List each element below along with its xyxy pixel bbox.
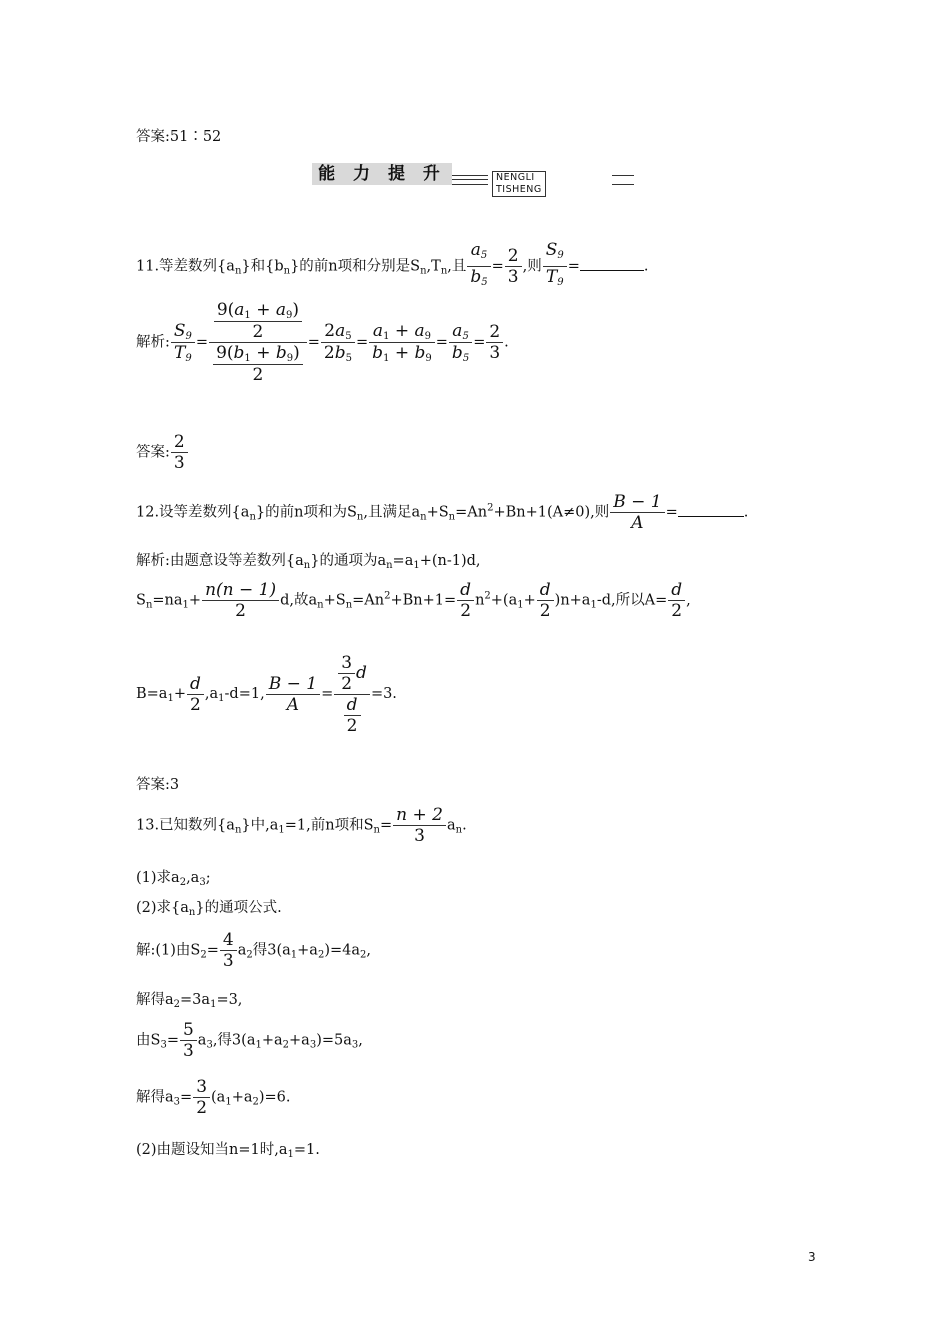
answer-11: 答案: $\frac{2}{3}$ [136,432,189,473]
answer-blank[interactable] [580,256,644,271]
question-13-part-2: (2)求$\{a_n\}$的通项公式. [136,900,282,918]
banner-rule-right [612,175,634,185]
question-11: 11.等差数列$\{a_n\}$和$\{b_n\}$的前n项和分别是$S_n,T_n$,且 $\frac{a_5}{b_5}$ = $\frac{2}{3}$ ,则 $\frac{S_9}{T_9}$ = . [136,240,649,293]
fraction-b-1-a: $\frac{B - 1}{A}$ [610,492,664,533]
fraction-a5-b5: $\frac{a_5}{b_5}$ [467,240,490,293]
banner-rule [452,175,488,185]
solution-13-line-5: (2)由题设知当n=1时$,a_1=1$. [136,1142,320,1160]
question-12: 12.设等差数列$\{a_n\}$的前n项和为$S_n$,且满足$a_n+S_n=An^2+Bn+1(A\ne 0)$,则 $\frac{B - 1}{A}$ = . [136,492,749,533]
fraction-5-3: $\frac{5}{3}$ [180,1020,197,1061]
solution-13-line-4: 解得$a_3=$ $\frac{3}{2}$ $(a_1+a_2)=6$. [136,1077,291,1118]
fraction-2-3: $\frac{2}{3}$ [171,432,188,473]
solution-13-line-2: 解得$a_2=3a_1=3$, [136,992,243,1010]
page-number: 3 [808,1250,816,1264]
fraction-2-3: $\frac{2}{3}$ [505,246,522,287]
question-13-part-1: (1)求$a_2,a_3$; [136,870,211,888]
fraction-2-3: $\frac{2}{3}$ [486,322,503,363]
solution-12-line-2: $S_n=na_1+$ $\frac{n(n - 1)}{2}$ d,故$a_n+S_n=An^2+Bn+1=$ $\frac{d}{2}$ $n^2+(a_1+$ $\frac{d}{2}$ )$n+a_1-d$,所以A= $\frac{d}{2}$ , [136,580,691,621]
solution-13-line-3: 由$S_3=$ $\frac{5}{3}$ $a_3$,得$3(a_1+a_2+a_3)=5a_3$, [136,1020,363,1061]
answer-blank[interactable] [678,502,744,517]
fraction-s9-t9: $\frac{S_9}{T_9}$ [171,321,195,364]
solution-11: 解析: $\frac{S_9}{T_9}$ = $\frac{\frac{9(a_1 + a_9)}{2}}{\frac{9(b_1 + b_9)}{2}}$ = $\frac{2a_5}{2b_5}$ = $\frac{a_1 + a_9}{b_1 + b_9}$ = $\frac{a_5}{b_5}$ = $\frac{2}{3}$ . [136,300,509,385]
answer-line-10: 答案:51∶52 [136,129,222,145]
fraction-d-2: $\frac{d}{2}$ [457,580,474,621]
solution-12-line-1: 解析:由题意设等差数列$\{a_n\}$的通项为$a_n=a_1+(n-1)d$, [136,553,481,571]
fraction-2a5-2b5: $\frac{2a_5}{2b_5}$ [321,321,355,364]
solution-12-line-3: $B=a_1+$ $\frac{d}{2}$ $,a_1-d=1$, $\frac{B - 1}{A}$ = $\frac{3}{2}$ d $\frac{d}{2}$ =3. [136,652,397,736]
fraction-n-n-1-2: $\frac{n(n - 1)}{2}$ [202,580,279,621]
fraction-d-2: $\frac{d}{2}$ [187,674,204,715]
fraction-3-2: $\frac{3}{2}$ [193,1077,210,1118]
fraction-4-3: $\frac{4}{3}$ [220,930,237,971]
fraction-b-1-a: $\frac{B - 1}{A}$ [266,674,320,715]
fraction-d-2: $\frac{d}{2}$ [668,580,685,621]
fraction-s9-t9: $\frac{S_9}{T_9}$ [543,240,567,293]
banner-title: 能 力 提 升 [312,163,452,185]
compound-fraction: $\frac{\frac{9(a_1 + a_9)}{2}}{\frac{9(b_1 + b_9)}{2}}$ [209,300,307,385]
fraction-n-2-3: $\frac{n + 2}{3}$ [393,805,446,846]
answer-12: 答案:3 [136,777,180,793]
solution-13-line-1: 解:(1)由$S_2=$ $\frac{4}{3}$ $a_2$得$3(a_1+a_2)=4a_2$, [136,930,371,971]
fraction-a5-b5: $\frac{a_5}{b_5}$ [449,321,472,364]
compound-fraction-3d2-d2: $\frac{3}{2}$ d $\frac{d}{2}$ [334,653,370,736]
banner-subtitle: NENGLI TISHENG [492,171,546,197]
question-13: 13.已知数列$\{a_n\}$中$,a_1=1$,前n项和$S_n=$ $\frac{n + 2}{3}$ $a_n$. [136,805,467,846]
fraction-d-2: $\frac{d}{2}$ [537,580,554,621]
fraction-sum: $\frac{a_1 + a_9}{b_1 + b_9}$ [369,321,435,364]
